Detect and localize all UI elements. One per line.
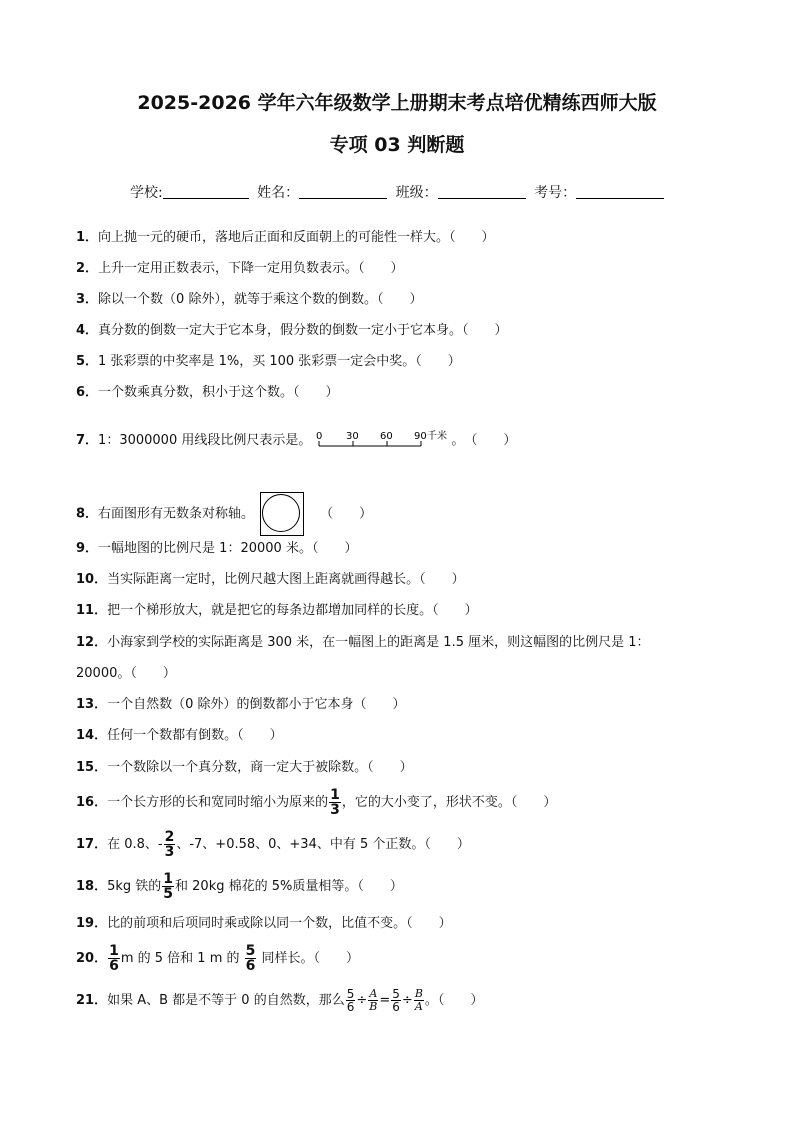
page-title: 2025-2026 学年六年级数学上册期末考点培优精练西师大版 xyxy=(137,92,657,114)
question-16: 16．一个长方形的长和宽同时缩小为原来的 $\frac{1}{3}$ ，它的大小变了，形状不变。（ ） xyxy=(76,787,557,818)
school-blank[interactable] xyxy=(163,184,249,199)
fraction: $\frac{B}{A}$ xyxy=(414,987,423,1013)
question-14: 14．任何一个数都有倒数。（ ） xyxy=(76,728,283,743)
question-1: 1．向上抛一元的硬币，落地后正面和反面朝上的可能性一样大。（ ） xyxy=(76,230,495,245)
question-2: 2．上升一定用正数表示，下降一定用负数表示。（ ） xyxy=(76,261,404,276)
fraction: $\frac{A}{B}$ xyxy=(369,987,378,1013)
question-10: 10．当实际距离一定时，比例尺越大图上距离就画得越长。（ ） xyxy=(76,572,465,587)
question-21: 21．如果 A、B 都是不等于 0 的自然数，那么 $\frac{5}{6}$ ÷ $\frac{A}{B}$ = $\frac{5}{6}$ ÷ $\frac{B}{A}$ 。（ ） xyxy=(76,987,484,1014)
question-19: 19．比的前项和后项同时乘或除以同一个数，比值不变。（ ） xyxy=(76,916,452,931)
scale-label-60: 60 xyxy=(380,431,394,442)
scale-label-0: 0 xyxy=(316,431,323,442)
question-8: 8．右面图形有无数条对称轴。 （ ） xyxy=(76,492,372,536)
circle-in-square-figure xyxy=(260,492,304,536)
question-9: 9．一幅地图的比例尺是 1：20000 米。（ ） xyxy=(76,541,358,556)
question-17: 17．在 0.8、- $\frac{2}{3}$ 、-7、+0.58、0、+34、中有 5 个正数。（ ） xyxy=(76,829,470,860)
fraction: $\frac{2}{3}$ xyxy=(164,829,175,860)
question-5: 5．1 张彩票的中奖率是 1%，买 100 张彩票一定会中奖。（ ） xyxy=(76,354,461,369)
class-blank[interactable] xyxy=(438,184,526,199)
question-18: 18．5kg 铁的 $\frac{1}{5}$ 和 20kg 棉花的 5%质量相等。（ ） xyxy=(76,871,403,902)
fraction: $\frac{1}{3}$ xyxy=(330,787,340,818)
number-blank[interactable] xyxy=(576,184,664,199)
question-7: 7．1：3000000 用线段比例尺表示是。 0 30 60 90 千米 。 （ ） xyxy=(76,430,516,452)
fraction: $\frac{5}{6}$ xyxy=(245,943,256,974)
scale-unit: 千米 xyxy=(427,431,448,442)
scale-label-30: 30 xyxy=(346,431,360,442)
question-13: 13．一个自然数（0 除外）的倒数都小于它本身（ ） xyxy=(76,697,406,712)
fraction: $\frac{5}{6}$ xyxy=(392,987,400,1014)
question-11: 11．把一个梯形放大，就是把它的每条边都增加同样的长度。（ ） xyxy=(76,603,478,618)
name-label: 姓名： xyxy=(257,185,300,201)
question-4: 4．真分数的倒数一定大于它本身，假分数的倒数一定小于它本身。（ ） xyxy=(76,323,508,338)
number-label: 考号： xyxy=(534,185,577,201)
school-label: 学校: xyxy=(130,185,163,201)
question-12-cont: 20000。（ ） xyxy=(76,666,176,681)
question-15: 15．一个数除以一个真分数，商一定大于被除数。（ ） xyxy=(76,760,413,775)
page-subtitle: 专项 03 判断题 xyxy=(329,134,465,156)
fraction: $\frac{5}{6}$ xyxy=(346,987,355,1014)
scale-bar xyxy=(313,430,451,452)
question-20: 20． $\frac{1}{6}$ m 的 5 倍和 1 m 的 $\frac{5}{6}$ 同样长。（ ） xyxy=(76,943,360,974)
question-12: 12．小海家到学校的实际距离是 300 米，在一幅图上的距离是 1.5 厘米，则这幅图的比例尺是 1： xyxy=(76,635,650,650)
class-label: 班级： xyxy=(395,185,438,201)
student-info-row xyxy=(130,182,664,202)
name-blank[interactable] xyxy=(299,184,387,199)
question-6: 6．一个数乘真分数，积小于这个数。（ ） xyxy=(76,385,339,400)
fraction: $\frac{1}{5}$ xyxy=(163,871,174,902)
question-3: 3．除以一个数（0 除外），就等于乘这个数的倒数。（ ） xyxy=(76,292,423,307)
fraction: $\frac{1}{6}$ xyxy=(109,943,119,974)
scale-label-90: 90 xyxy=(414,431,428,442)
